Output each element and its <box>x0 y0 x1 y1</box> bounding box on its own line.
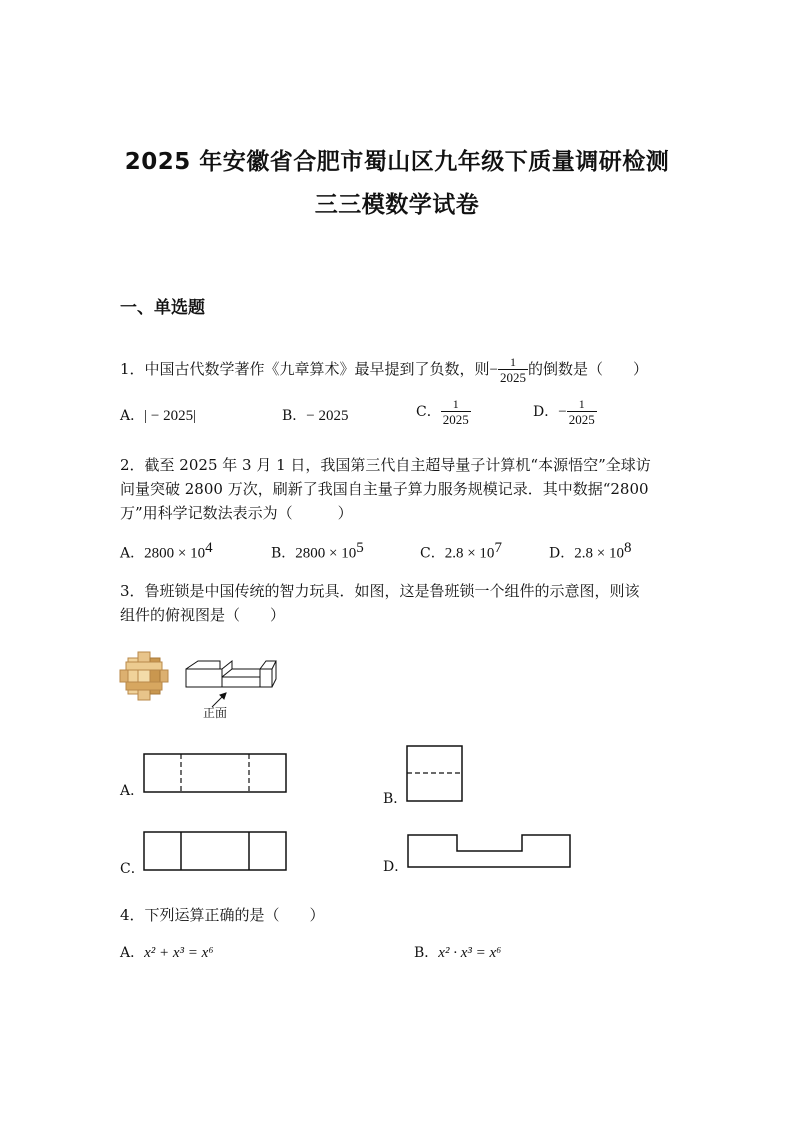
q2-option-a-exponent: 4 <box>205 540 213 556</box>
q3-option-a-figure <box>143 753 289 795</box>
q1-option-b <box>282 405 349 425</box>
question-2-line-3: 万”用科学记数法表示为（ ） <box>120 504 353 522</box>
q1-option-d-fraction <box>567 398 597 426</box>
q1-option-d-numerator: 1 <box>567 398 597 412</box>
q1-option-c-denominator: 2025 <box>442 412 469 427</box>
q4-option-a-expr: x² + x³ = x⁶ <box>144 945 214 961</box>
q4-option-a <box>120 942 214 962</box>
q1-option-a-value: | − 2025| <box>144 408 197 424</box>
q4-option-b-label: B． <box>414 945 439 961</box>
q4-option-b <box>414 942 501 962</box>
q1-option-d <box>533 398 597 426</box>
page-subtitle: 三三模数学试卷 <box>314 192 480 218</box>
question-4: 4．下列运算正确的是（ ） <box>120 906 325 924</box>
q3-option-d-figure <box>406 831 574 871</box>
q1-option-b-label: B． <box>282 408 307 424</box>
q3-option-b-label: B． <box>383 791 408 807</box>
q2-option-c <box>420 540 502 563</box>
q2-option-b <box>271 540 364 563</box>
q1-option-a <box>120 405 196 425</box>
q3-option-c-figure <box>143 831 289 873</box>
luban-lock-photo <box>118 650 170 702</box>
question-1 <box>120 356 648 384</box>
q2-option-b-label: B． <box>271 545 296 562</box>
q1-text-before: 1．中国古代数学著作《九章算术》最早提到了负数，则 <box>120 360 490 378</box>
q2-option-d-exponent: 8 <box>623 540 632 556</box>
q2-option-c-base: 2.8 × 10 <box>444 545 495 562</box>
question-3-line-1: 3．鲁班锁是中国传统的智力玩具．如图，这是鲁班锁一个组件的示意图，则该 <box>120 582 640 600</box>
q1-option-c-numerator: 1 <box>441 398 471 412</box>
question-2-line-1: 2．截至 2025 年 3 月 1 日，我国第三代自主超导量子计算机“本源悟空”全球访 <box>120 456 651 474</box>
q2-option-a-base: 2800 × 10 <box>144 545 206 562</box>
q1-expr-numerator: 1 <box>498 356 528 370</box>
page-title: 2025 年安徽省合肥市蜀山区九年级下质量调研检测 <box>124 149 670 175</box>
q2-option-b-exponent: 5 <box>356 540 364 556</box>
q1-text-after: 的倒数是（ ） <box>528 360 649 378</box>
q2-option-d <box>549 540 631 563</box>
q1-option-d-denominator: 2025 <box>568 412 595 427</box>
q2-option-a <box>120 540 213 563</box>
q2-option-c-exponent: 7 <box>494 540 502 556</box>
q3-option-a-label: A． <box>120 783 145 799</box>
q3-option-d-label: D． <box>383 859 409 875</box>
q2-option-a-label: A． <box>120 545 145 562</box>
q1-option-c-label: C． <box>416 404 441 420</box>
q4-option-b-expr: x² · x³ = x⁶ <box>438 945 502 961</box>
q1-expr-denominator: 2025 <box>500 370 527 385</box>
q1-option-d-label: D． <box>533 404 559 420</box>
q1-expr-fraction <box>498 356 528 384</box>
q4-option-a-label: A． <box>120 945 145 961</box>
q1-option-c-fraction <box>441 398 471 426</box>
q1-option-b-value: − 2025 <box>306 408 349 424</box>
q2-option-d-base: 2.8 × 10 <box>574 545 624 562</box>
q3-option-b-figure <box>406 745 466 803</box>
q1-expr-sign: − <box>489 362 499 378</box>
question-3-line-2: 组件的俯视图是（ ） <box>120 606 286 624</box>
q2-option-d-label: D． <box>549 545 575 562</box>
q3-option-c-label: C． <box>120 861 145 877</box>
q1-option-d-sign: − <box>558 404 567 420</box>
component-3d-sketch <box>182 655 278 713</box>
q2-option-b-base: 2800 × 10 <box>295 545 357 562</box>
q1-option-a-label: A． <box>120 408 145 424</box>
front-label: 正面 <box>203 706 228 720</box>
question-2-line-2: 问量突破 2800 万次，刷新了我国自主量子算力服务规模记录．其中数据“2800 <box>120 480 649 498</box>
section-heading: 一、单选题 <box>120 298 205 318</box>
q2-option-c-label: C． <box>420 545 445 562</box>
q1-option-c <box>416 398 471 426</box>
